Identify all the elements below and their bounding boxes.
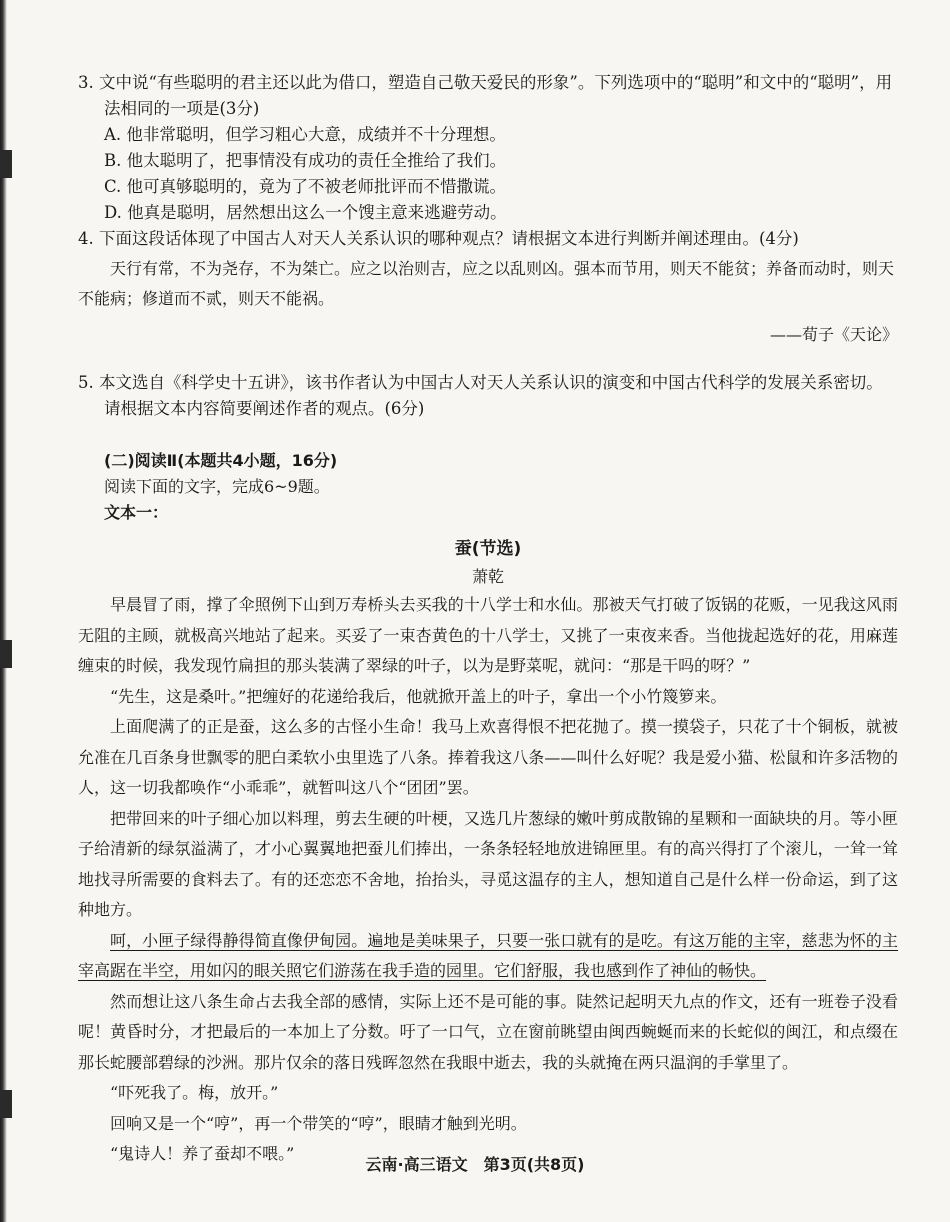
question-5 (78, 370, 898, 422)
question-3-stem: 3. 文中说“有些聪明的君主还以此为借口，塑造自己敬天爱民的形象”。下列选项中的“聪明”和文中的“聪明”，用法相同的一项是(3分) (78, 73, 893, 118)
option-a: A. 他非常聪明，但学习粗心大意，成绩并不十分理想。 (104, 125, 506, 144)
option-c: C. 他可真够聪明的，竟为了不被老师批评而不惜撒谎。 (104, 177, 507, 196)
underlined-paragraph (78, 926, 898, 987)
exam-page (78, 70, 898, 1170)
page-footer: 云南·高三语文 第3页(共8页) (365, 1155, 585, 1174)
xunzi-quote (78, 254, 898, 314)
binding-mark (0, 1090, 12, 1118)
option-d: D. 他真是聪明，居然想出这么一个馊主意来逃避劳动。 (104, 203, 507, 222)
paragraph-lead: 呵，小匣子绿得静得简直像伊甸园。 (110, 930, 368, 950)
underlined-sentence: 遍地是美味果子，只要一张口就有的是吃。有这万能的主宰，慈悲为怀的主宰高踞在半空，用如闪的眼关照它们游荡在我手造的园里。它们舒服，我也感到作了神仙的畅快。 (78, 930, 898, 980)
question-3 (78, 70, 898, 226)
question-5-stem: 5. 本文选自《科学史十五讲》，该书作者认为中国古人对天人关系认识的演变和中国古代科学的发展关系密切。请根据文本内容简要阐述作者的观点。(6分) (78, 373, 883, 418)
text-label: 文本一： (104, 503, 169, 522)
question-4 (78, 226, 898, 350)
paragraph: “鬼诗人！养了蚕却不喂。” (110, 1144, 295, 1163)
paragraph: 把带回来的叶子细心加以料理，剪去生硬的叶梗，又选几片葱绿的嫩叶剪成散锦的星颗和一面缺块的月。等小匣子给清新的绿氛溢满了，才小心翼翼地把蚕儿们捧出，一条条轻轻地放进锦匣里。有的高兴得打了个滚儿，一耸一耸地找寻所需要的食料去了。有的还恋恋不舍地，抬抬头，寻觅这温存的主人，想知道自己是什么样一份命运，到了这种地方。 (78, 808, 898, 919)
paragraph: 回响又是一个“哼”，再一个带笑的“哼”，眼睛才触到光明。 (110, 1113, 527, 1133)
paragraph: 上面爬满了的正是蚕，这么多的古怪小生命！我马上欢喜得恨不把花抛了。摸一摸袋子，只花了十个铜板，就被允准在几百条身世飘零的肥白柔软小虫里选了八条。捧着我这八条——叫什么好呢？我是爱小猫、松鼠和许多活物的人，这一切我都唤作“小乖乖”，就暂叫这八个“团团”罢。 (78, 717, 898, 797)
paragraph: 早晨冒了雨，撑了伞照例下山到万寿桥头去买我的十八学士和水仙。那被天气打破了饭锅的花贩，一见我这风雨无阻的主顾，就极高兴地站了起来。买妥了一束杏黄色的十八学士，又挑了一束夜来香。当他拢起选好的花，用麻莲缠束的时候，我发现竹扁担的那头装满了翠绿的叶子，以为是野菜呢，就问：“那是干吗的呀？” (78, 595, 898, 675)
question-4-stem: 4. 下面这段话体现了中国古人对天人关系认识的哪种观点？请根据文本进行判断并阐述理由。(4分) (78, 229, 799, 248)
paragraph: 然而想让这八条生命占去我全部的感情，实际上还不是可能的事。陡然记起明天九点的作文，还有一班卷子没看呢！黄昏时分，才把最后的一本加上了分数。吁了一口气，立在窗前眺望由闽西蜿蜒而来的长蛇似的闽江，和点缀在那长蛇腰部碧绿的沙洲。那片仅余的落日残晖忽然在我眼中逝去，我的头就掩在两只温润的手掌里了。 (78, 991, 898, 1072)
paragraph: “先生，这是桑叶。”把缠好的花递给我后，他就掀开盖上的叶子，拿出一个小竹篾箩来。 (110, 686, 727, 706)
binding-mark (0, 150, 12, 178)
scan-edge (0, 0, 7, 1222)
option-b: B. 他太聪明了，把事情没有成功的责任全推给了我们。 (104, 151, 507, 170)
section-instruction: 阅读下面的文字，完成6~9题。 (104, 477, 330, 496)
article-title: 蚕(节选) (454, 539, 522, 559)
article-author: 萧乾 (471, 567, 504, 586)
quote-attribution: ——荀子《天论》 (769, 325, 898, 344)
quote-text: 天行有常，不为尧存，不为桀亡。应之以治则吉，应之以乱则凶。强本而节用，则天不能贫；养备而动时，则天不能病；修道而不贰，则天不能祸。 (78, 259, 895, 308)
binding-mark (0, 640, 12, 668)
paragraph: “吓死我了。梅，放开。” (110, 1083, 279, 1102)
section-title: (二)阅读Ⅱ(本题共4小题，16分) (104, 451, 338, 470)
